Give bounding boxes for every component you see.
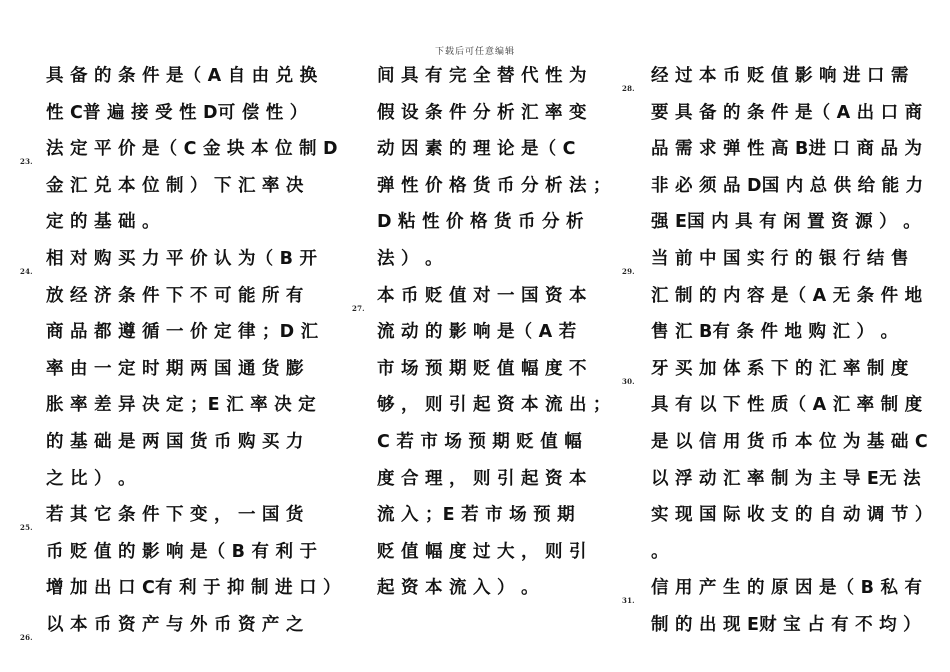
question-26 — [20, 607, 330, 644]
text-line: 31. 信 用 产 生 的 原 因 是（ B 私 有 — [622, 570, 922, 607]
page-header: 下载后可任意编辑 — [434, 47, 515, 57]
text-line: 流 入 ；E 若 市 场 预 期 — [377, 505, 575, 526]
text-line: 的 基 础 是 两 国 货 币 购 买 力 — [46, 431, 304, 452]
text-line: 间 具 有 完 全 替 代 性 为 — [377, 66, 587, 86]
text-line: 法 ） 。 — [377, 248, 443, 269]
text-line: 假 设 条 件 分 析 汇 率 变 — [377, 102, 587, 123]
text-line: 30. 牙 买 加 体 系 下 的 汇 率 制 度 — [622, 351, 922, 388]
text-line: 币 贬 值 的 影 响 是（ B 有 利 于 — [46, 541, 318, 562]
text-line: 起 资 本 流 入 ） 。 — [377, 578, 539, 599]
question-26-continued — [350, 58, 615, 278]
text-line: 售 汇 B有 条 件 地 购 汇 ） 。 — [651, 322, 899, 343]
text-line: 25. 若 其 它 条 件 下 变 ， 一 国 货 — [20, 497, 330, 534]
text-line: 是 以 信 用 货 币 本 位 为 基 础 C — [651, 431, 928, 452]
question-23 — [20, 131, 338, 241]
text-line: 够 ， 则 引 起 资 本 流 出 ； — [377, 395, 611, 416]
text-line: 具 备 的 条 件 是（ A 自 由 兑 换 — [46, 66, 318, 86]
text-line: 率 由 一 定 时 期 两 国 通 货 膨 — [46, 358, 304, 379]
question-number: 23. — [20, 157, 33, 167]
text-line: 实 现 国 际 收 支 的 自 动 调 节 ） — [651, 505, 933, 526]
column-left — [20, 58, 341, 644]
text-line: 以 浮 动 汇 率 制 为 主 导 E无 法 — [651, 468, 921, 489]
question-number: 29. — [622, 266, 635, 276]
text-line: 之 比 ） 。 — [46, 468, 136, 489]
question-fragment — [20, 58, 330, 131]
text-line: 24. 相 对 购 买 力 平 价 认 为（ B 开 — [20, 241, 330, 278]
column-middle — [350, 58, 615, 607]
question-number: 26. — [20, 632, 33, 642]
question-27 — [350, 278, 615, 607]
text-line: 动 因 素 的 理 论 是（ C — [377, 139, 576, 160]
text-line: 弹 性 价 格 货 币 分 析 法 ； — [377, 175, 611, 196]
text-line: 放 经 济 条 件 下 不 可 能 所 有 — [46, 285, 304, 306]
text-line: 性 C普 遍 接 受 性 D可 偿 性 ） — [46, 102, 308, 123]
question-24 — [20, 241, 330, 497]
text-line: 胀 率 差 异 决 定 ；E 汇 率 决 定 — [46, 395, 316, 416]
text-line: 市 场 预 期 贬 值 幅 度 不 — [377, 358, 587, 379]
question-number: 30. — [622, 376, 635, 386]
question-number: 31. — [622, 596, 635, 606]
text-line: 流 动 的 影 响 是（ A 若 — [377, 322, 577, 343]
question-number: 24. — [20, 266, 33, 276]
text-line: 。 — [651, 541, 669, 562]
question-number: 25. — [20, 523, 33, 533]
question-31 — [622, 570, 922, 643]
text-line: 非 必 须 品 D国 内 总 供 给 能 力 — [651, 175, 924, 196]
text-line: 29. 当 前 中 国 实 行 的 银 行 结 售 — [622, 241, 922, 278]
text-line: C 若 市 场 预 期 贬 值 幅 — [377, 431, 582, 452]
text-line: 制 的 出 现 E财 宝 占 有 不 均 ） — [651, 614, 921, 635]
text-line: 品 需 求 弹 性 高 B进 口 商 品 为 — [651, 139, 923, 160]
text-line: 23. 法 定 平 价 是（ C 金 块 本 位 制 D — [20, 131, 330, 168]
question-number: 28. — [622, 84, 635, 93]
text-line: 贬 值 幅 度 过 大 ， 则 引 — [377, 541, 587, 562]
text-line: 28. 经 过 本 币 贬 值 影 响 进 口 需 — [622, 58, 922, 95]
text-line: 27. 本 币 贬 值 对 一 国 资 本 — [350, 278, 615, 315]
text-line: D 粘 性 价 格 货 币 分 析 — [377, 212, 584, 233]
question-25 — [20, 497, 341, 607]
text-line: 强 E国 内 具 有 闲 置 资 源 ） 。 — [651, 212, 921, 233]
text-line: 金 汇 兑 本 位 制 ） 下 汇 率 决 — [46, 175, 304, 196]
text-line: 要 具 备 的 条 件 是（ A 出 口 商 — [651, 102, 923, 123]
text-line: 26. 以 本 币 资 产 与 外 币 资 产 之 — [20, 607, 330, 644]
text-line: 具 有 以 下 性 质（ A 汇 率 制 度 — [651, 395, 923, 416]
text-line: 增 加 出 口 C有 利 于 抑 制 进 口 ） — [46, 578, 341, 599]
question-number: 27. — [352, 303, 365, 313]
text-line: 度 合 理 ， 则 引 起 资 本 — [377, 468, 587, 489]
question-29 — [622, 241, 922, 351]
column-right — [622, 58, 933, 644]
question-30 — [622, 351, 933, 571]
text-line: 商 品 都 遵 循 一 价 定 律 ；D 汇 — [46, 322, 319, 343]
text-line: 定 的 基 础 。 — [46, 212, 160, 233]
question-28 — [622, 58, 922, 241]
text-line: 汇 制 的 内 容 是（ A 无 条 件 地 — [651, 285, 923, 306]
